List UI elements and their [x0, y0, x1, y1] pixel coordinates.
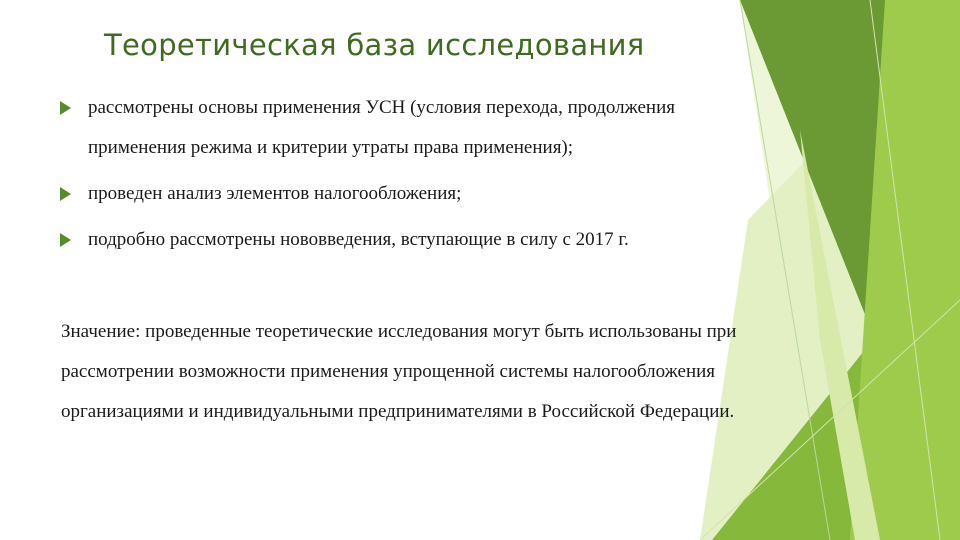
bullet-item-3: [60, 220, 740, 260]
triangle-right-icon: [60, 101, 71, 115]
bullet-text-2: проведен анализ элементов налогообложения;: [88, 183, 462, 204]
triangle-right-icon: [60, 187, 71, 201]
triangle-right-icon: [60, 233, 71, 247]
slide-title: Теоретическая база исследования: [104, 28, 645, 62]
bullet-list: [60, 88, 740, 266]
bullet-item-1: [60, 88, 740, 168]
significance-paragraph: Значение: проведенные теоретические исследования могут быть использованы при рассмотрении возможности применения упрощенной системы налогообложения организациями и индивидуальными предпринимателями в Российской Федерации.: [61, 321, 737, 422]
bullet-text-1: рассмотрены основы применения УСН (условия перехода, продолжения применения режима и критерии утраты права применения);: [88, 97, 675, 158]
bullet-text-3: подробно рассмотрены нововведения, вступающие в силу с 2017 г.: [88, 229, 629, 250]
bullet-item-2: [60, 174, 740, 214]
